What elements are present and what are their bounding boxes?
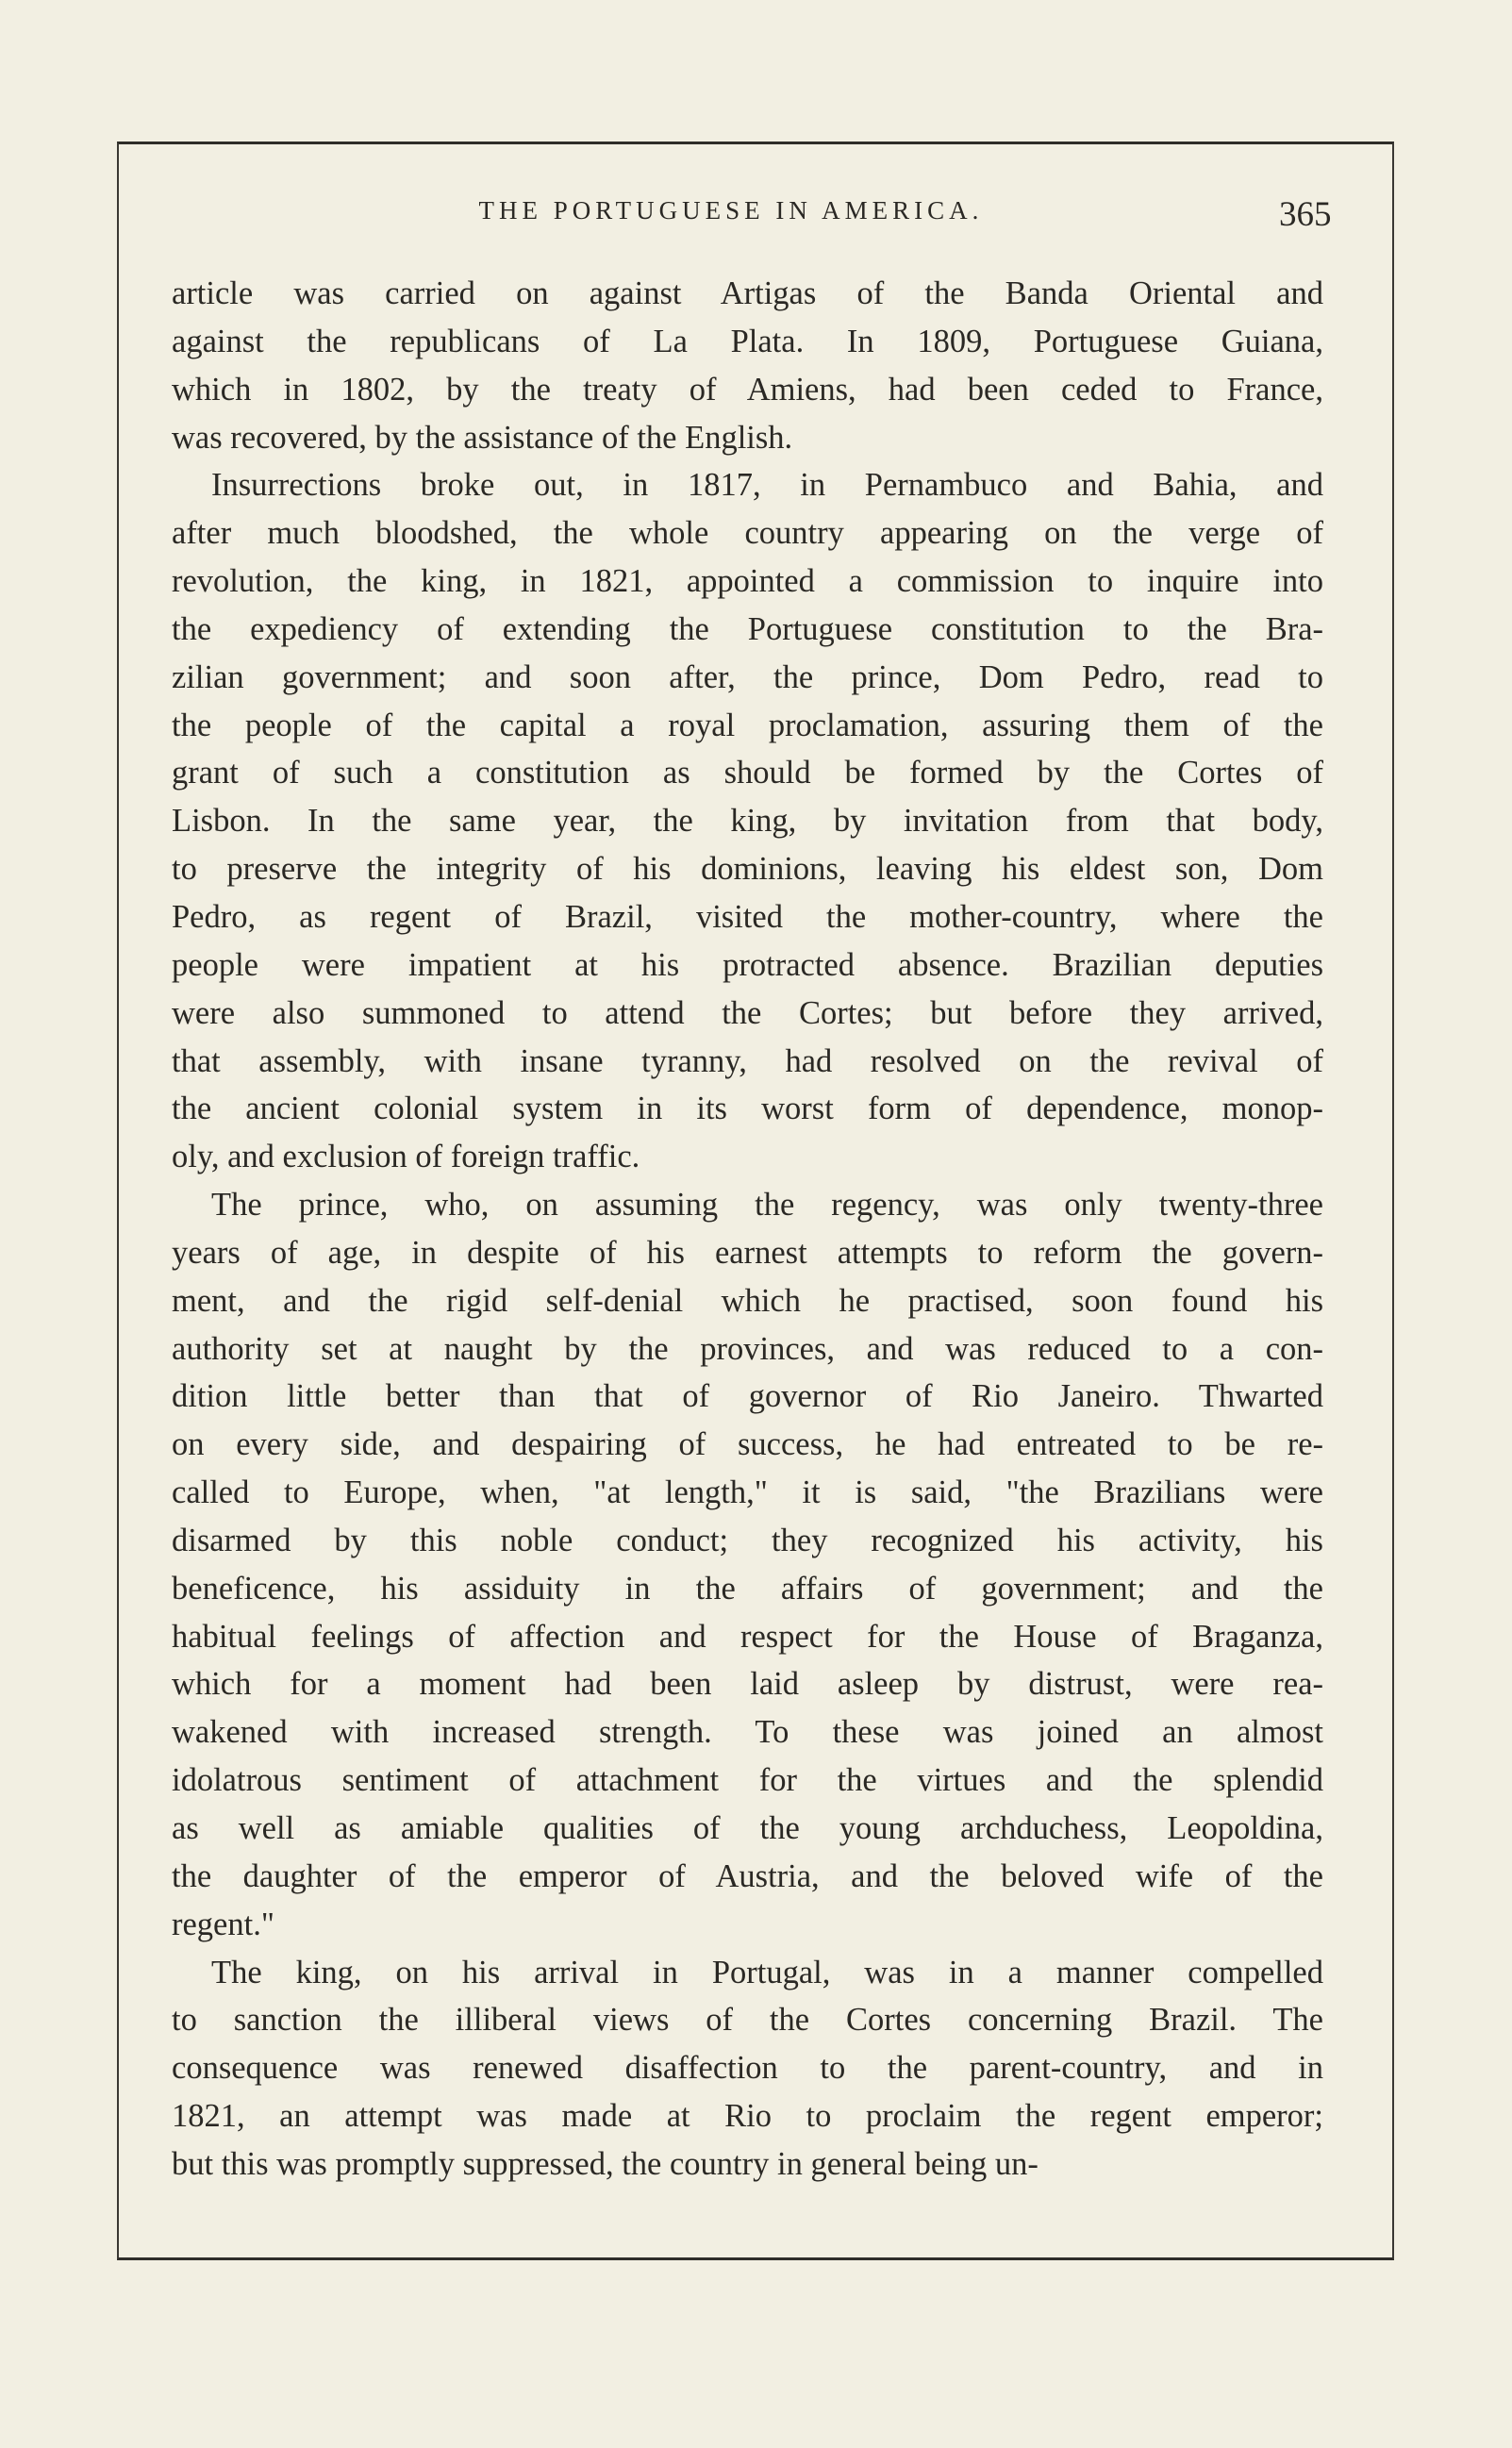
text-line: beneficence, his assiduity in the affairs of government; and the bbox=[172, 1570, 1323, 1607]
text-line: which in 1802, by the treaty of Amiens, had been ceded to France, bbox=[172, 371, 1323, 408]
text-line: that assembly, with insane tyranny, had resolved on the revival of bbox=[172, 1042, 1323, 1079]
text-line: ment, and the rigid self-denial which he practised, soon found his bbox=[172, 1282, 1323, 1319]
text-line: revolution, the king, in 1821, appointed a commission to inquire into bbox=[172, 563, 1323, 600]
text-line: people were impatient at his protracted absence. Brazilian deputies bbox=[172, 946, 1323, 983]
text-line: Insurrections broke out, in 1817, in Pernambuco and Bahia, and bbox=[211, 467, 1323, 504]
body-text bbox=[172, 270, 1323, 2189]
text-line: the expediency of extending the Portuguese constitution to the Bra- bbox=[172, 610, 1323, 647]
text-line: which for a moment had been laid asleep by distrust, were rea- bbox=[172, 1666, 1323, 1703]
text-line: the daughter of the emperor of Austria, and the beloved wife of the bbox=[172, 1857, 1323, 1894]
text-line: grant of such a constitution as should be formed by the Cortes of bbox=[172, 755, 1323, 791]
text-line: but this was promptly suppressed, the country in general being un- bbox=[172, 2145, 1038, 2182]
text-line: was recovered, by the assistance of the English. bbox=[172, 419, 793, 456]
text-line: authority set at naught by the provinces, and was reduced to a con- bbox=[172, 1330, 1323, 1367]
text-line: Pedro, as regent of Brazil, visited the mother-country, where the bbox=[172, 898, 1323, 935]
text-line: called to Europe, when, "at length," it is said, "the Brazilians were bbox=[172, 1474, 1323, 1511]
text-line: against the republicans of La Plata. In 1809, Portuguese Guiana, bbox=[172, 323, 1323, 359]
text-line: were also summoned to attend the Cortes; but before they arrived, bbox=[172, 994, 1323, 1031]
page-number: 365 bbox=[1279, 195, 1332, 234]
text-line: article was carried on against Artigas of the Banda Oriental and bbox=[172, 275, 1323, 311]
text-line: habitual feelings of affection and respect for the House of Braganza, bbox=[172, 1618, 1323, 1655]
text-line: zilian government; and soon after, the prince, Dom Pedro, read to bbox=[172, 658, 1323, 695]
text-line: to preserve the integrity of his dominions, leaving his eldest son, Dom bbox=[172, 851, 1323, 888]
text-line: the ancient colonial system in its worst form of dependence, monop- bbox=[172, 1091, 1323, 1127]
text-line: on every side, and despairing of success, he had entreated to be re- bbox=[172, 1426, 1323, 1463]
text-line: The prince, who, on assuming the regency, was only twenty-three bbox=[211, 1187, 1323, 1224]
text-line: to sanction the illiberal views of the Cortes concerning Brazil. The bbox=[172, 2002, 1323, 2039]
text-line: the people of the capital a royal proclamation, assuring them of the bbox=[172, 707, 1323, 743]
text-line: regent." bbox=[172, 1906, 274, 1942]
text-line: after much bloodshed, the whole country appearing on the verge of bbox=[172, 515, 1323, 552]
text-line: wakened with increased strength. To these was joined an almost bbox=[172, 1714, 1323, 1751]
running-title: THE PORTUGUESE IN AMERICA. bbox=[478, 196, 984, 225]
text-line: idolatrous sentiment of attachment for the virtues and the splendid bbox=[172, 1762, 1323, 1799]
text-line: consequence was renewed disaffection to the parent-country, and in bbox=[172, 2050, 1323, 2087]
text-line: dition little better than that of governor of Rio Janeiro. Thwarted bbox=[172, 1378, 1323, 1415]
text-line: disarmed by this noble conduct; they recognized his activity, his bbox=[172, 1522, 1323, 1558]
text-line: 1821, an attempt was made at Rio to proclaim the regent emperor; bbox=[172, 2098, 1323, 2135]
text-line: The king, on his arrival in Portugal, was in a manner compelled bbox=[211, 1954, 1323, 1990]
text-line: oly, and exclusion of foreign traffic. bbox=[172, 1139, 640, 1175]
text-line: years of age, in despite of his earnest attempts to reform the govern- bbox=[172, 1234, 1323, 1271]
text-line: as well as amiable qualities of the young archduchess, Leopoldina, bbox=[172, 1810, 1323, 1846]
text-line: Lisbon. In the same year, the king, by invitation from that body, bbox=[172, 803, 1323, 840]
